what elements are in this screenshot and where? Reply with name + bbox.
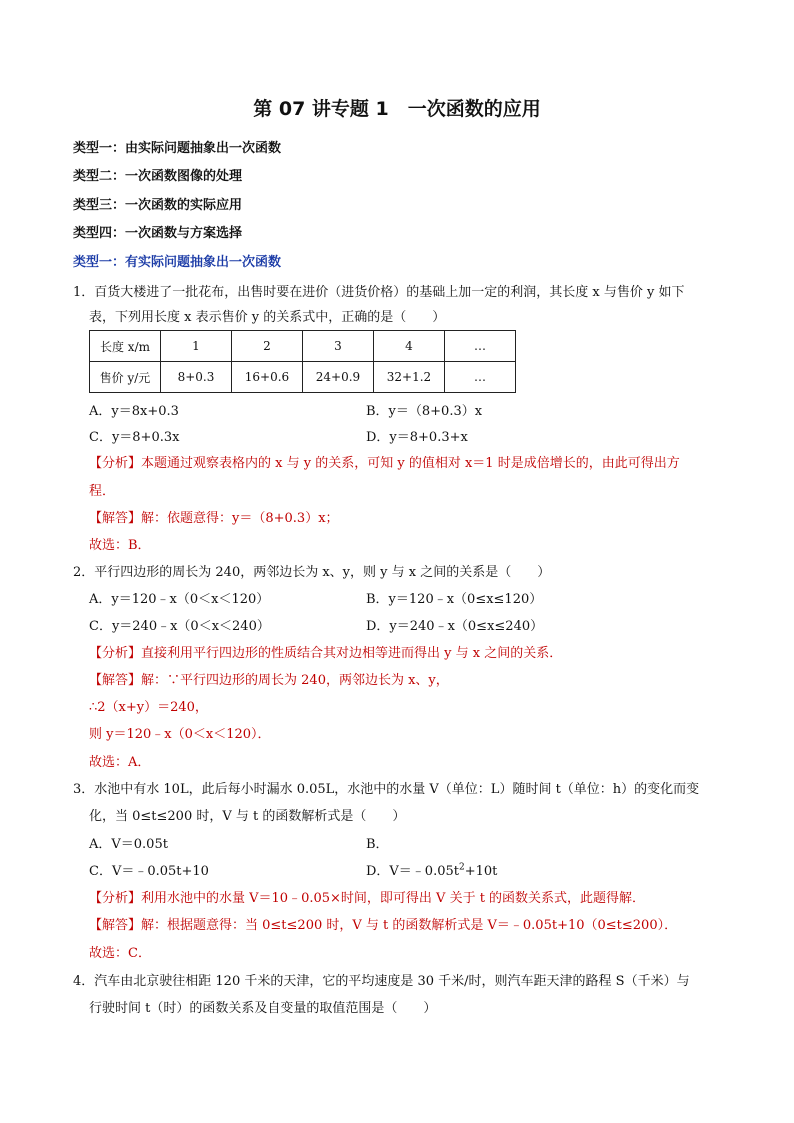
table-cell: 1	[161, 331, 232, 362]
answer-tag: 【解答】	[89, 673, 142, 688]
table-cell: 2	[232, 331, 303, 362]
option-d-exponent: 2	[458, 862, 465, 873]
q1-option-d: D．y＝8+0.3+x	[366, 430, 468, 445]
q1-answer	[89, 507, 339, 526]
q3-analysis	[89, 887, 645, 906]
q3-option-a: A．V＝0.05t	[89, 837, 168, 852]
q3-option-b: B．	[366, 837, 389, 852]
q1-stem-line1: 1．百货大楼进了一批花布，出售时要在进价（进货价格）的基础上加一定的利润，其长度 x 与售价 y 如下	[73, 285, 685, 300]
q3-stem-line2: 化，当 0≤t≤200 时，V 与 t 的函数解析式是（ ）	[89, 809, 406, 824]
q2-option-a: A．y＝120﹣x（0＜x＜120）	[89, 592, 270, 607]
q2-analysis	[89, 642, 562, 661]
page-title: 第 07 讲专题 1 一次函数的应用	[253, 98, 541, 120]
section-heading-label: 类型一：	[73, 255, 126, 270]
type-list-item: 类型三：一次函数的实际应用	[73, 198, 243, 213]
option-d-post: +10t	[464, 864, 498, 879]
q4-stem-line2: 行驶时间 t（时）的函数关系及自变量的取值范围是（ ）	[89, 1001, 437, 1016]
table-cell: 24+0.9	[303, 362, 374, 393]
type-list-item: 类型二：一次函数图像的处理	[73, 169, 243, 184]
table-cell: 32+1.2	[374, 362, 445, 393]
analysis-tag: 【分析】	[89, 891, 142, 906]
q3-choice: 故选：C．	[89, 946, 151, 961]
q2-choice: 故选：A．	[89, 755, 151, 770]
answer-tag: 【解答】	[89, 511, 142, 526]
q1-choice: 故选：B．	[89, 538, 151, 553]
q1-table	[89, 330, 516, 393]
q3-answer	[89, 914, 677, 933]
table-row	[90, 331, 516, 362]
answer-text: 解：∵平行四边形的周长为 240，两邻边长为 x、y，	[141, 673, 449, 688]
q2-answer-line3: 则 y＝120﹣x（0＜x＜120）．	[89, 727, 271, 742]
q2-option-c: C．y＝240﹣x（0＜x＜240）	[89, 619, 270, 634]
q3-option-c: C．V＝﹣0.05t+10	[89, 864, 209, 879]
table-cell: 4	[374, 331, 445, 362]
q1-analysis-line1	[89, 452, 680, 471]
option-d-pre: D．V＝﹣0.05t	[366, 864, 459, 879]
analysis-text: 利用水池中的水量 V＝10﹣0.05×时间，即可得出 V 关于 t 的函数关系式，此题得解．	[141, 891, 646, 906]
q1-analysis-line2: 程．	[89, 484, 116, 499]
q4-stem-line1: 4．汽车由北京驶往相距 120 千米的天津，它的平均速度是 30 千米/时，则汽车距天津的路程 S（千米）与	[73, 974, 690, 989]
analysis-text: 直接利用平行四边形的性质结合其对边相等进而得出 y 与 x 之间的关系．	[141, 646, 563, 661]
answer-text: 解：根据题意得：当 0≤t≤200 时，V 与 t 的函数解析式是 V＝﹣0.05t+10（0≤t≤200）．	[141, 918, 678, 933]
analysis-tag: 【分析】	[89, 456, 142, 471]
q1-option-a: A．y＝8x+0.3	[89, 404, 179, 419]
type-list-item: 类型四：一次函数与方案选择	[73, 226, 243, 241]
answer-tag: 【解答】	[89, 918, 142, 933]
table-cell: 长度 x/m	[90, 331, 161, 362]
q2-option-b: B．y＝120﹣x（0≤x≤120）	[366, 592, 543, 607]
section-heading-text: 有实际问题抽象出一次函数	[125, 255, 282, 270]
table-cell: 8+0.3	[161, 362, 232, 393]
q2-stem: 2．平行四边形的周长为 240，两邻边长为 x、y，则 y 与 x 之间的关系是（ ）	[73, 565, 551, 580]
q2-answer-line2: ∴2（x+y）＝240，	[89, 700, 208, 715]
q2-answer-line1	[89, 669, 449, 688]
analysis-text: 本题通过观察表格内的 x 与 y 的关系，可知 y 的值相对 x＝1 时是成倍增长的，由此可得出方	[141, 456, 680, 471]
table-cell: …	[445, 331, 516, 362]
analysis-tag: 【分析】	[89, 646, 142, 661]
answer-text: 解：依题意得：y＝（8+0.3）x；	[141, 511, 339, 526]
table-cell: …	[445, 362, 516, 393]
q3-option-d	[366, 860, 497, 879]
type-list-item: 类型一：由实际问题抽象出一次函数	[73, 141, 282, 156]
q1-option-c: C．y＝8+0.3x	[89, 430, 180, 445]
table-row	[90, 362, 516, 393]
table-cell: 3	[303, 331, 374, 362]
table-cell: 售价 y/元	[90, 362, 161, 393]
section-heading	[73, 251, 281, 270]
q2-option-d: D．y＝240﹣x（0≤x≤240）	[366, 619, 544, 634]
table-cell: 16+0.6	[232, 362, 303, 393]
q1-option-b: B．y＝（8+0.3）x	[366, 404, 483, 419]
q1-stem-line2: 表，下列用长度 x 表示售价 y 的关系式中，正确的是（ ）	[89, 310, 446, 325]
q3-stem-line1: 3．水池中有水 10L，此后每小时漏水 0.05L，水池中的水量 V（单位：L）随时间 t（单位：h）的变化而变	[73, 782, 700, 797]
